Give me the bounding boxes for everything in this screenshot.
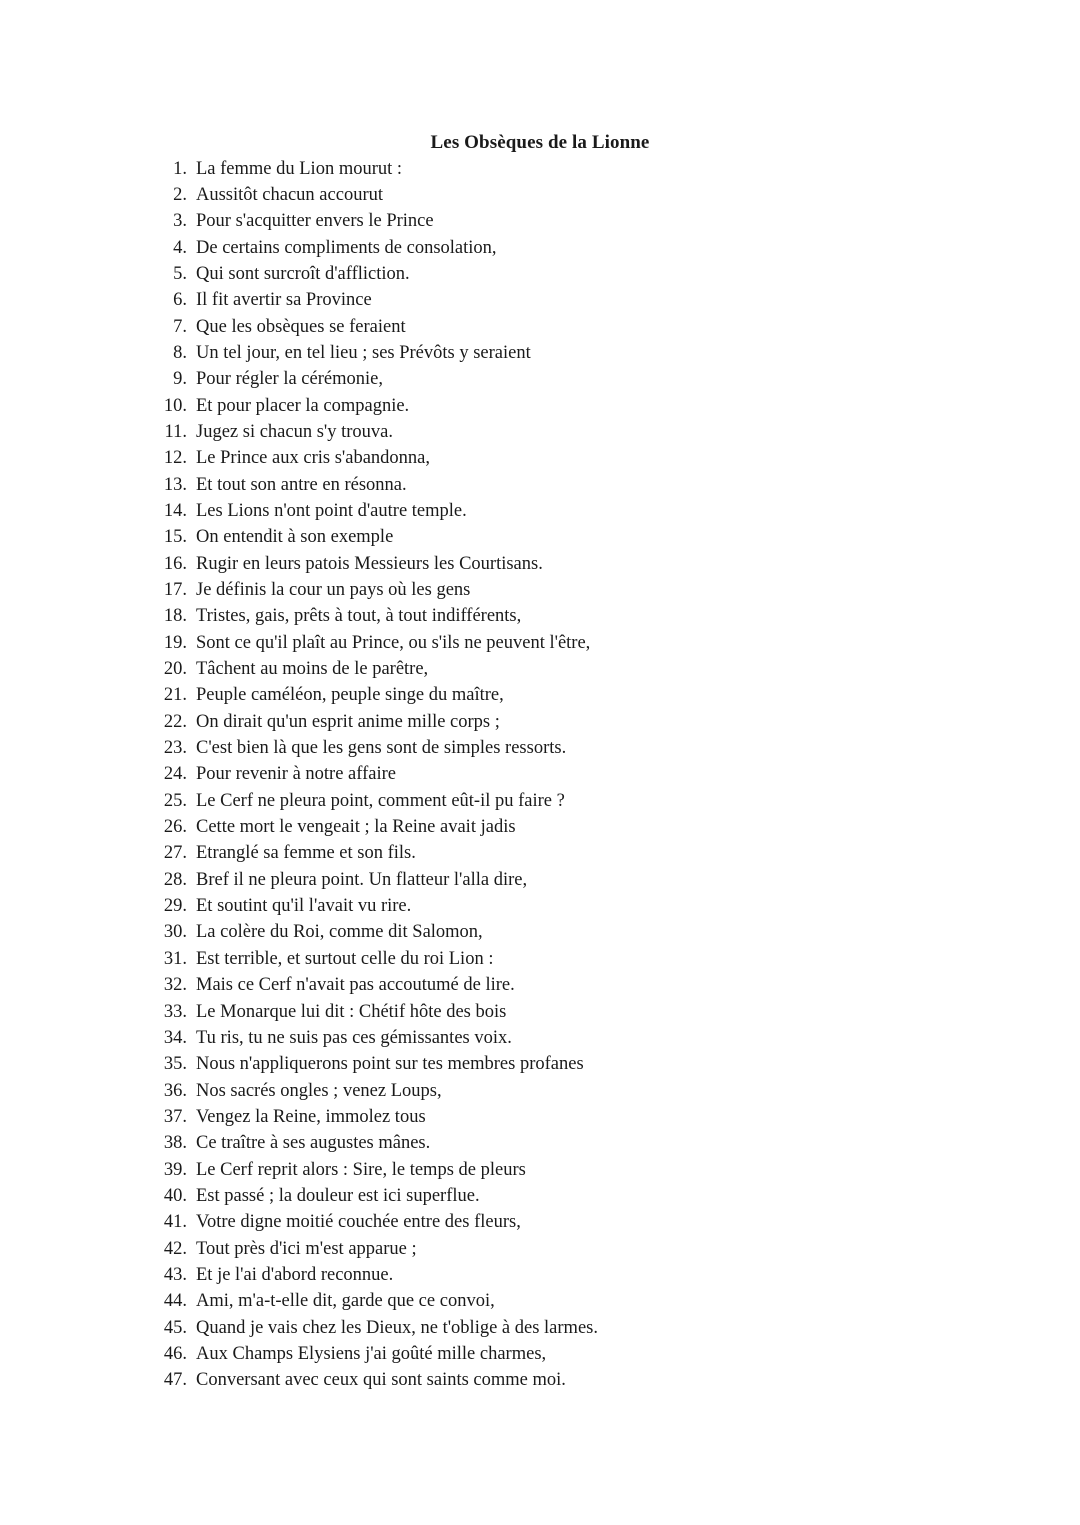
line-text: Le Prince aux cris s'abandonna, (196, 448, 430, 469)
line-text: Ami, m'a-t-elle dit, garde que ce convoi, (196, 1291, 495, 1312)
poem-line (0, 735, 1080, 761)
line-text: Vengez la Reine, immolez tous (196, 1106, 426, 1127)
poem-line (0, 682, 1080, 708)
line-number: 27. (163, 843, 187, 864)
line-number: 5. (173, 263, 187, 284)
poem-line (0, 999, 1080, 1025)
line-text: La femme du Lion mourut : (196, 158, 403, 179)
line-number: 12. (163, 448, 187, 469)
poem-line (0, 840, 1080, 866)
poem-line (0, 498, 1080, 524)
line-number: 39. (163, 1159, 187, 1180)
line-text: Mais ce Cerf n'avait pas accoutumé de lire. (196, 975, 515, 996)
line-text: Il fit avertir sa Province (196, 290, 372, 311)
poem-line (0, 630, 1080, 656)
line-number: 26. (163, 817, 187, 838)
line-text: Tâchent au moins de le parêtre, (196, 659, 429, 680)
line-number: 33. (163, 1001, 187, 1022)
line-number: 45. (163, 1317, 187, 1338)
line-text: Bref il ne pleura point. Un flatteur l'alla dire, (196, 869, 528, 890)
poem-line (0, 1236, 1080, 1262)
line-text: Les Lions n'ont point d'autre temple. (196, 500, 467, 521)
line-text: On entendit à son exemple (196, 527, 394, 548)
line-number: 8. (173, 342, 187, 363)
poem-line (0, 156, 1080, 182)
line-number: 2. (173, 184, 187, 205)
line-text: Quand je vais chez les Dieux, ne t'oblige à des larmes. (196, 1317, 598, 1338)
line-number: 30. (163, 922, 187, 943)
line-number: 43. (163, 1264, 187, 1285)
poem-line (0, 287, 1080, 313)
line-text: Et pour placer la compagnie. (196, 395, 410, 416)
line-number: 4. (173, 237, 187, 258)
line-text: Je définis la cour un pays où les gens (196, 580, 471, 600)
document-title: Les Obsèques de la Lionne (430, 132, 650, 153)
line-text: Rugir en leurs patois Messieurs les Courtisans. (196, 553, 543, 574)
line-text: Peuple caméléon, peuple singe du maître, (196, 685, 504, 706)
line-number: 24. (163, 764, 187, 785)
line-text: De certains compliments de consolation, (196, 237, 497, 258)
poem-line (0, 235, 1080, 261)
line-text: Sont ce qu'il plaît au Prince, ou s'ils ne peuvent l'être, (196, 632, 591, 653)
line-number: 15. (163, 527, 187, 548)
line-text: Nos sacrés ongles ; venez Loups, (196, 1080, 442, 1101)
line-text: Et je l'ai d'abord reconnue. (196, 1264, 394, 1285)
line-text: Et soutint qu'il l'avait vu rire. (196, 896, 412, 917)
poem-line (0, 314, 1080, 340)
line-text: Le Cerf reprit alors : Sire, le temps de pleurs (196, 1159, 526, 1180)
poem-line (0, 1341, 1080, 1367)
poem-line (0, 761, 1080, 787)
line-number: 19. (163, 632, 187, 653)
line-number: 46. (163, 1343, 187, 1364)
poem-line (0, 445, 1080, 471)
line-text: Conversant avec ceux qui sont saints comme moi. (196, 1370, 566, 1391)
line-text: On dirait qu'un esprit anime mille corps ; (196, 711, 500, 732)
poem-line (0, 1104, 1080, 1130)
line-text: C'est bien là que les gens sont de simples ressorts. (196, 738, 567, 759)
poem-lines-list (0, 156, 1080, 1394)
poem-line (0, 1051, 1080, 1077)
poem-line (0, 366, 1080, 392)
line-text: Ce traître à ses augustes mânes. (196, 1133, 431, 1154)
poem-line (0, 709, 1080, 735)
line-number: 37. (163, 1106, 187, 1127)
poem-line (0, 182, 1080, 208)
line-text: Est terrible, et surtout celle du roi Lion : (196, 948, 494, 969)
poem-line (0, 551, 1080, 577)
poem-line (0, 1262, 1080, 1288)
line-text: Cette mort le vengeait ; la Reine avait jadis (196, 817, 516, 838)
line-number: 35. (163, 1054, 187, 1075)
line-number: 20. (163, 659, 187, 680)
line-number: 38. (163, 1133, 187, 1154)
line-number: 47. (163, 1370, 187, 1391)
poem-line (0, 472, 1080, 498)
poem-line (0, 1209, 1080, 1235)
line-number: 13. (163, 474, 187, 495)
poem-line (0, 577, 1080, 603)
line-number: 17. (163, 580, 187, 600)
line-number: 22. (163, 711, 187, 732)
line-text: Tristes, gais, prêts à tout, à tout indifférents, (196, 606, 522, 627)
poem-line (0, 1078, 1080, 1104)
line-text: Etranglé sa femme et son fils. (196, 843, 416, 864)
line-text: Tu ris, tu ne suis pas ces gémissantes voix. (196, 1027, 512, 1048)
line-number: 28. (163, 869, 187, 890)
poem-line (0, 867, 1080, 893)
line-text: Est passé ; la douleur est ici superflue. (196, 1185, 480, 1206)
line-number: 9. (173, 369, 187, 390)
poem-line (0, 524, 1080, 550)
line-text: Qui sont surcroît d'affliction. (196, 263, 410, 284)
line-number: 10. (163, 395, 187, 416)
line-number: 3. (173, 211, 187, 232)
poem-line (0, 656, 1080, 682)
poem-line (0, 1288, 1080, 1314)
line-number: 34. (163, 1027, 187, 1048)
line-number: 44. (163, 1291, 187, 1312)
line-text: Le Cerf ne pleura point, comment eût-il pu faire ? (196, 790, 565, 811)
poem-line (0, 208, 1080, 234)
line-text: Le Monarque lui dit : Chétif hôte des bois (196, 1001, 507, 1022)
line-text: Nous n'appliquerons point sur tes membres profanes (196, 1054, 584, 1075)
line-text: Tout près d'ici m'est apparue ; (196, 1238, 417, 1259)
poem-line (0, 814, 1080, 840)
line-number: 40. (163, 1185, 187, 1206)
poem-line (0, 261, 1080, 287)
poem-line (0, 919, 1080, 945)
line-text: Votre digne moitié couchée entre des fleurs, (196, 1212, 521, 1233)
line-text: Un tel jour, en tel lieu ; ses Prévôts y seraient (196, 342, 531, 363)
line-text: La colère du Roi, comme dit Salomon, (196, 922, 483, 943)
line-text: Aussitôt chacun accourut (196, 184, 383, 205)
line-text: Pour s'acquitter envers le Prince (196, 211, 434, 232)
line-number: 16. (163, 553, 187, 574)
line-number: 32. (163, 975, 187, 996)
poem-line (0, 788, 1080, 814)
line-text: Pour revenir à notre affaire (196, 764, 396, 785)
line-number: 11. (164, 421, 187, 442)
poem-line (0, 393, 1080, 419)
poem-line (0, 340, 1080, 366)
poem-line (0, 603, 1080, 629)
line-number: 42. (163, 1238, 187, 1259)
line-number: 14. (163, 500, 187, 521)
poem-line (0, 893, 1080, 919)
poem-line (0, 1157, 1080, 1183)
line-number: 1. (173, 158, 187, 179)
line-number: 6. (173, 290, 187, 311)
line-number: 7. (173, 316, 187, 337)
line-number: 29. (163, 896, 187, 917)
line-number: 41. (163, 1212, 187, 1233)
line-number: 36. (163, 1080, 187, 1101)
poem-line (0, 946, 1080, 972)
line-text: Et tout son antre en résonna. (196, 474, 407, 495)
line-text: Que les obsèques se feraient (196, 316, 406, 337)
poem-line (0, 1315, 1080, 1341)
poem-line (0, 1130, 1080, 1156)
line-number: 23. (163, 738, 187, 759)
poem-line (0, 1367, 1080, 1393)
poem-line (0, 419, 1080, 445)
poem-line (0, 972, 1080, 998)
line-number: 31. (163, 948, 187, 969)
line-text: Jugez si chacun s'y trouva. (196, 421, 394, 442)
line-text: Aux Champs Elysiens j'ai goûté mille charmes, (196, 1343, 547, 1364)
line-number: 18. (163, 606, 187, 627)
line-number: 25. (163, 790, 187, 811)
poem-line (0, 1183, 1080, 1209)
line-number: 21. (163, 685, 187, 706)
line-text: Pour régler la cérémonie, (196, 369, 383, 390)
poem-line (0, 1025, 1080, 1051)
